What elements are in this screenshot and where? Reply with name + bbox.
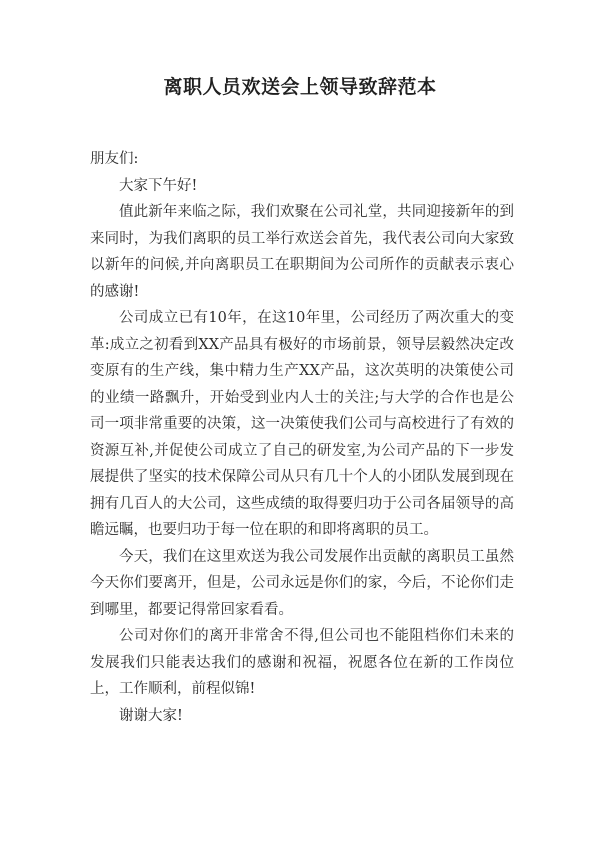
document-title: 离职人员欢送会上领导致辞范本 bbox=[163, 76, 437, 98]
document-body bbox=[90, 146, 514, 729]
paragraph-farewell: 今天，我们在这里欢送为我公司发展作出贡献的离职员工虽然今天你们要离开，但是，公司永远是你们的家，今后，不论你们走到哪里，都要记得常回家看看。 bbox=[90, 548, 514, 618]
paragraph-thanks: 谢谢大家! bbox=[119, 707, 183, 724]
paragraph-company-history: 公司成立已有10年，在这10年里，公司经历了两次重大的变革:成立之初看到XX产品具有极好的市场前景，领导层毅然决定改变原有的生产线，集中精力生产XX产品，这次英明的决策使公司的业绩一路飘升，开始受到业内人士的关注;与大学的合作也是公司一项非常重要的决策，这一决策使我们公司与高校进行了有效的资源互补,并促使公司成立了自己的研发室,为公司产品的下一步发展提供了坚实的技术保障公司从只有几十个人的小团队发展到现在拥有几百人的大公司，这些成绩的取得要归功于公司各届领导的高瞻远瞩，也要归功于每一位在职的和即将离职的员工。 bbox=[90, 310, 514, 538]
paragraph-wishes: 公司对你们的离开非常舍不得,但公司也不能阻档你们未来的发展我们只能表达我们的感谢和祝福，祝愿各位在新的工作岗位上，工作顺利，前程似锦! bbox=[90, 628, 514, 697]
paragraph-new-year: 值此新年来临之际，我们欢聚在公司礼堂，共同迎接新年的到来同时，为我们离职的员工举行欢送会首先，我代表公司向大家致以新年的问候,并向离职员工在职期间为公司所作的贡献表示衷心的感谢! bbox=[90, 204, 514, 300]
salutation: 朋友们: bbox=[90, 151, 139, 167]
paragraph-greeting: 大家下午好! bbox=[119, 177, 198, 194]
